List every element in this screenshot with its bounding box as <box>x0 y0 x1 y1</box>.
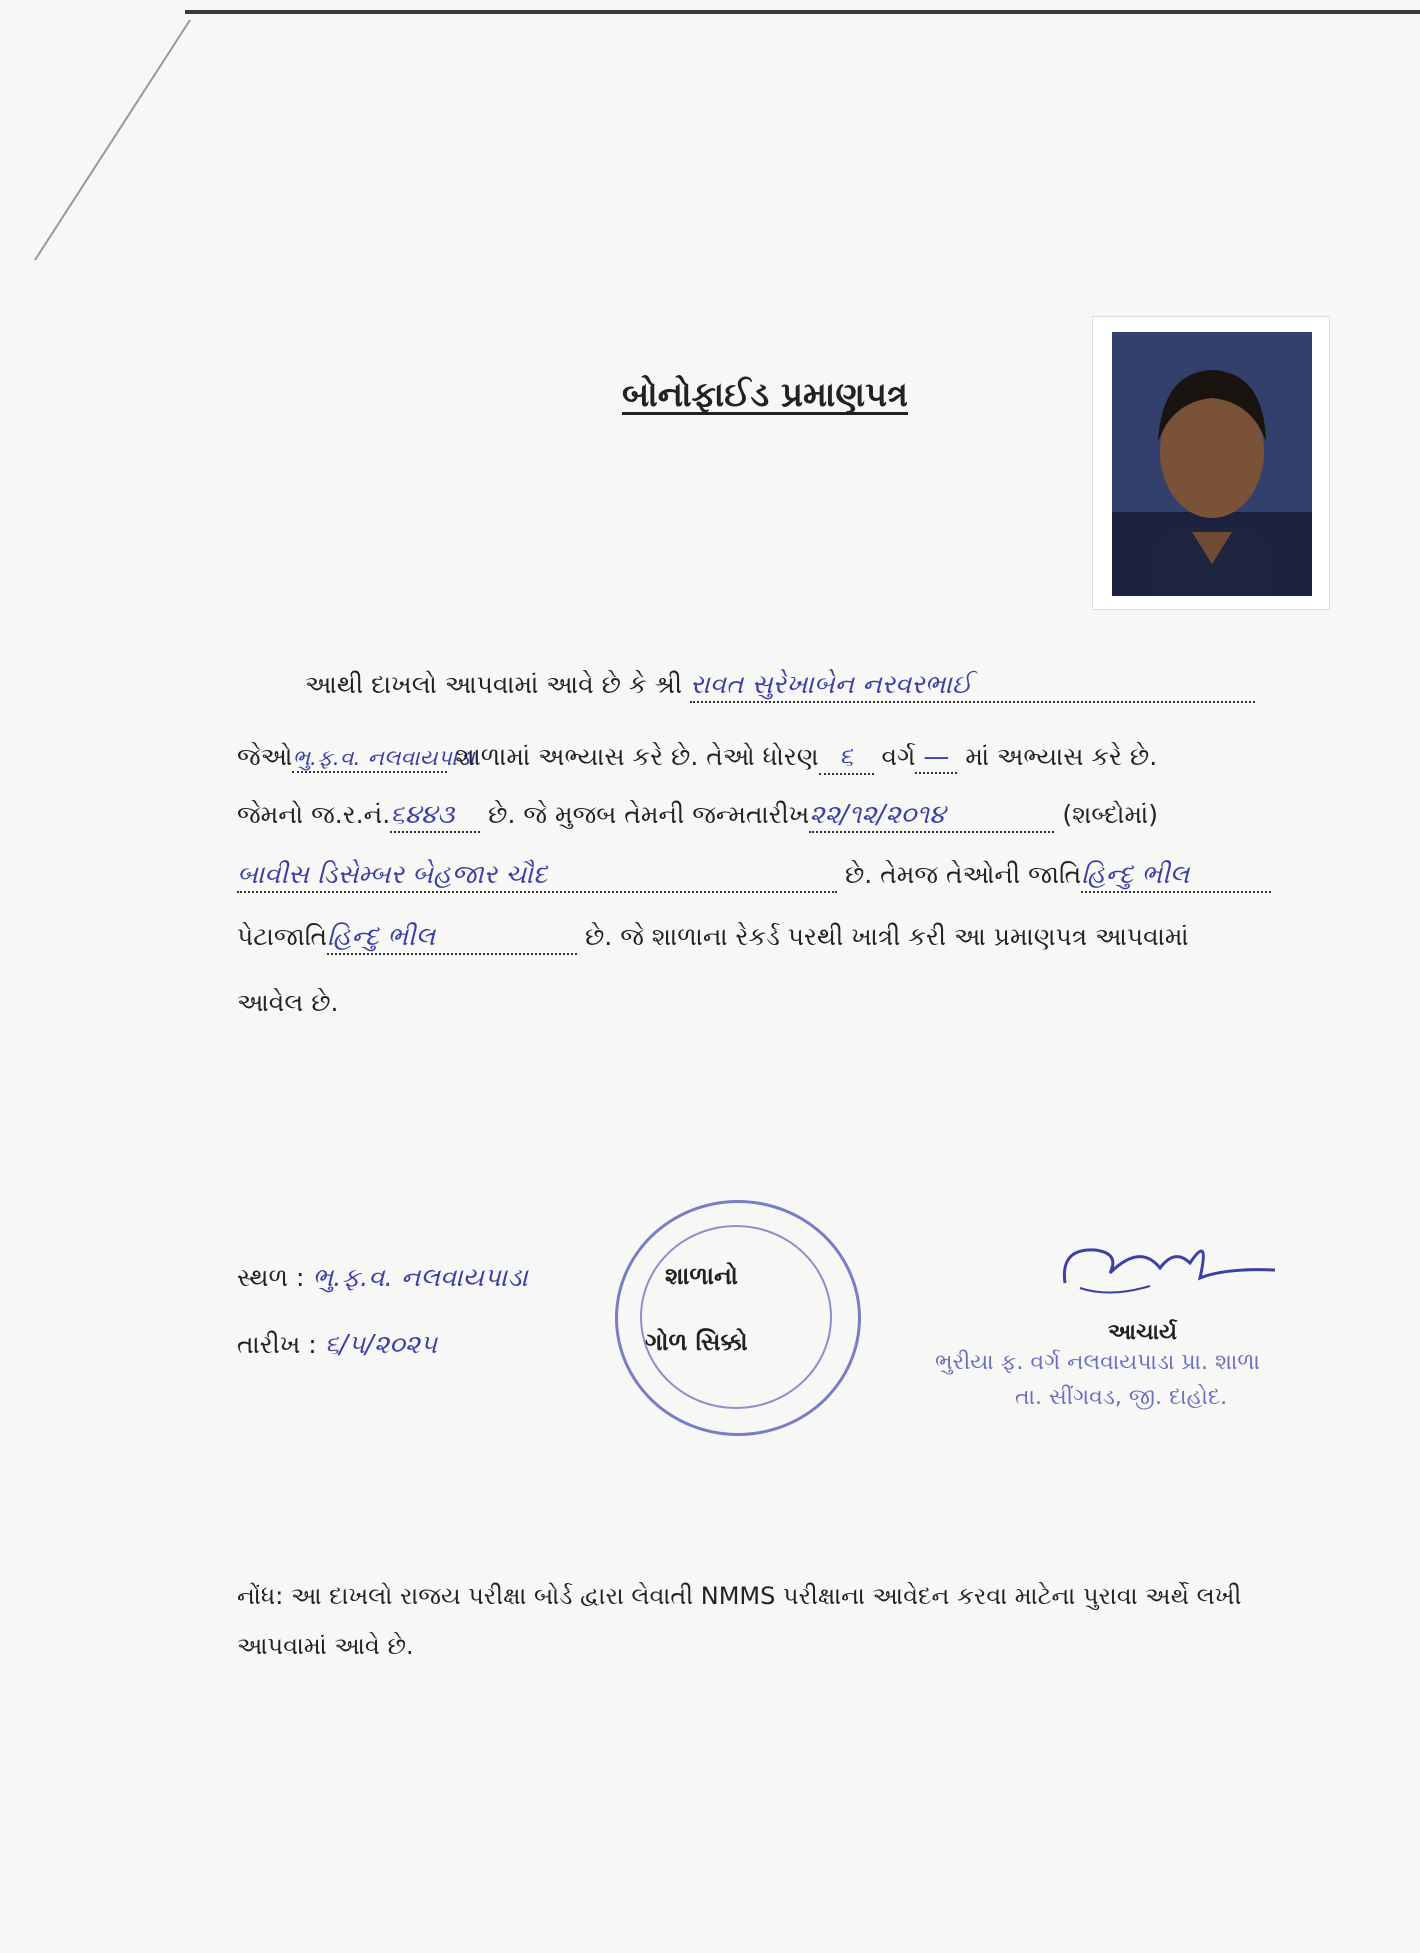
register-no: ૬૪૪૩ <box>390 800 455 830</box>
principal-signature <box>1050 1228 1280 1308</box>
student-name: રાવત સુરેખાબેન નરવરભાઈ <box>689 670 972 700</box>
division-field <box>915 742 957 774</box>
round-seal-inner <box>640 1225 832 1409</box>
school-name-field <box>292 746 475 773</box>
body-line-3 <box>237 800 1158 833</box>
seal-label-2: ગોળ સિક્કો <box>645 1328 748 1356</box>
line1-prefix: આથી દાખલો આપવામાં આવે છે કે શ્રી <box>305 670 682 699</box>
student-name-field <box>690 670 1255 703</box>
school-stamp-line-1: ભુરીયા ફ. વર્ગ નલવાયપાડા પ્રા. શાળા <box>935 1350 1260 1375</box>
caste: હિન્દુ ભીલ <box>1081 860 1190 890</box>
page-title: બોનોફાઈડ પ્રમાણપત્ર <box>622 375 909 415</box>
standard-field <box>819 742 874 775</box>
line3-prefix: જેમનો જ.ર.નં. <box>237 800 391 829</box>
scan-fold-line <box>30 15 200 265</box>
birth-date-words-field <box>237 860 837 893</box>
division: — <box>923 742 950 772</box>
line2-mid: શાળામાં અભ્યાસ કરે છે. તેઓ ધોરણ <box>455 742 819 771</box>
caste-field <box>1081 860 1271 893</box>
line2-suffix: માં અભ્યાસ કરે છે. <box>965 742 1158 771</box>
place-row <box>237 1263 528 1294</box>
line2-prefix: જેઓ <box>237 742 293 771</box>
line2-mid2: વર્ગ <box>881 742 916 771</box>
date-label: તારીખ : <box>237 1330 317 1359</box>
seal-label-1: શાળાનો <box>665 1262 738 1290</box>
line3-mid: છે. જે મુજબ તેમની જન્મતારીખ <box>488 800 810 829</box>
body-line-2 <box>237 742 1157 775</box>
body-line-4 <box>237 860 1271 893</box>
subcaste-field <box>327 922 577 955</box>
birth-date-field <box>809 800 1054 833</box>
register-no-field <box>390 800 480 833</box>
birth-date: ૨૨/૧૨/૨૦૧૪ <box>809 800 946 830</box>
line4-mid: છે. તેમજ તેઓની જાતિ <box>844 860 1082 889</box>
scan-edge-line <box>185 10 1420 14</box>
standard: ૬ <box>838 742 854 772</box>
date-row <box>237 1330 437 1361</box>
place-label: સ્થળ : <box>237 1263 305 1292</box>
note-line-2: આપવામાં આવે છે. <box>237 1632 414 1660</box>
principal-label: આચાર્ય <box>1108 1320 1177 1345</box>
place-value: ભુ.ફ.વ. નલવાયપાડા <box>312 1263 528 1293</box>
school-name: ભુ.ફ.વ. નલવાયપાડા <box>292 746 475 771</box>
school-stamp-line-2: તા. સીંગવડ, જી. દાહોદ. <box>1015 1385 1228 1410</box>
birth-date-words: બાવીસ ડિસેમ્બર બેહજાર ચૌદ <box>237 860 548 890</box>
line5-prefix: પેટાજાતિ <box>237 922 328 951</box>
body-line-6: આવેલ છે. <box>237 988 339 1017</box>
note-line-1: નોંધ: આ દાખલો રાજય પરીક્ષા બોર્ડ દ્વારા લેવાતી NMMS પરીક્ષાના આવેદન કરવા માટેના પુરાવા અર્થે લખી <box>237 1582 1242 1610</box>
subcaste: હિન્દુ ભીલ <box>327 922 436 952</box>
body-line-1 <box>305 670 1255 703</box>
body-line-5 <box>237 922 1189 955</box>
date-value: ૬/૫/૨૦૨૫ <box>324 1330 438 1360</box>
line3-suffix: (શબ્દોમાં) <box>1062 800 1159 829</box>
line5-suffix: છે. જે શાળાના રેકર્ડ પરથી ખાત્રી કરી આ પ્રમાણપત્ર આપવામાં <box>584 922 1189 951</box>
student-photo <box>1112 332 1312 596</box>
